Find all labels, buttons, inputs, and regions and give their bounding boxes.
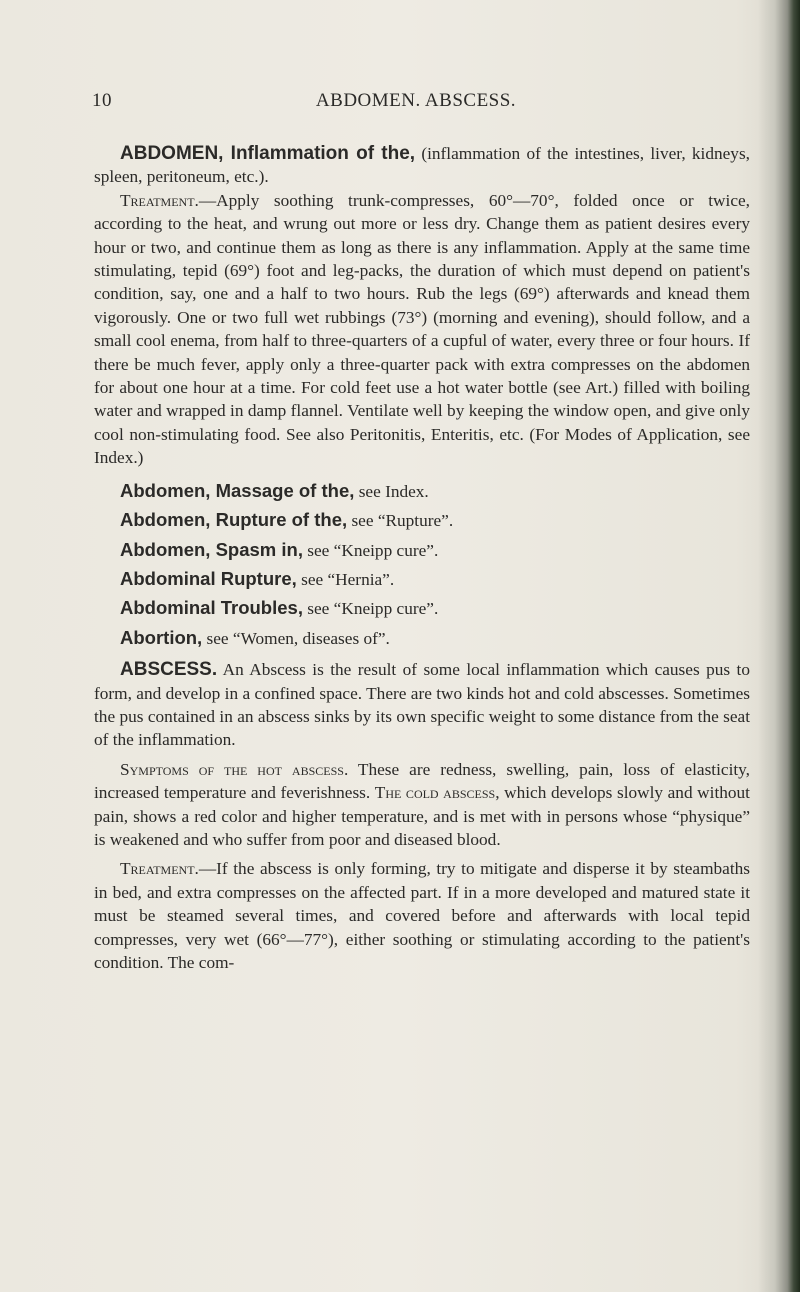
treatment-text: —Apply soothing trunk-compresses, 60°—70°, folded once or twice, according to the heat, and wrung out more or less dry. Change them as patient desires every hour or two, and continue them as long as there is any inflammation. Apply at the same time stimulating, tepid (69°) foot and leg-packs, the duration of which must depend on patient's condition, say, one and a half to two hours. Rub the legs (69°) afterwards and knead them vigorously. One or two full wet rubbings (73°) (morning and evening), should follow, and a small cool enema, from half to three-quarters of a cupful of water, every three or four hours. If there be much fever, apply only a three-quarter pack with extra compresses on the abdomen for about one hour at a time. For cold feet use a hot water bottle (see Art.) filled with boiling water and wrapped in damp flannel. Ventilate well by keeping the window open, and give only cool non-stimulating food. See also Peritonitis, Enteritis, etc. (For Modes of Application, see Index.) (94, 190, 750, 468)
entry-headword: ABSCESS. (120, 659, 218, 681)
cross-ref-text: see “Kneipp cure”. (302, 599, 439, 619)
cross-ref-headword: Abortion, (120, 626, 203, 648)
cross-ref-text: see “Hernia”. (296, 569, 395, 589)
cross-ref-text: see Index. (354, 481, 429, 501)
entry-abdomen-inflammation (94, 142, 750, 189)
treatment-paragraph (94, 189, 750, 470)
cross-ref-text: see “Rupture”. (347, 511, 454, 531)
symptoms-hot-label: Symptoms of the hot abscess. (120, 759, 349, 779)
treatment-label: Treatment. (120, 859, 199, 879)
cross-reference (94, 479, 750, 503)
entry-headword: ABDOMEN, Inflammation of the, (120, 143, 416, 164)
running-title: ABDOMEN. ABSCESS. (315, 90, 517, 111)
symptoms-paragraph (94, 758, 750, 852)
cross-reference (94, 626, 750, 650)
treatment-text: —If the abscess is only forming, try to mitigate and disperse it by steambaths in bed, and extra compresses on the affected part. If in a more developed and matured state it must be steamed several times, and covered before and afterwards with local tepid compresses, very wet (66°—77°), either soothing or stimulating according to the patient's condition. The com- (94, 859, 750, 972)
cross-ref-headword: Abdominal Troubles, (120, 597, 303, 619)
cross-ref-headword: Abdominal Rupture, (120, 567, 297, 589)
symptoms-cold-label: The cold abscess, (374, 783, 500, 803)
page-number: 10 (92, 90, 112, 111)
cross-ref-text: see “Kneipp cure”. (302, 540, 439, 560)
cross-ref-text: see “Women, diseases of”. (202, 628, 390, 648)
cross-ref-headword: Abdomen, Massage of the, (120, 479, 355, 501)
page-edge-shadow (758, 0, 800, 1292)
symptoms-cold-text: which develops slowly and without pain, shows a red color and higher temperature, and is met with in persons whose “physique” is weakened and who suffer from poor and diseased blood. (94, 783, 750, 849)
body-text (94, 142, 750, 974)
treatment-paragraph-abscess (94, 857, 750, 974)
cross-reference (94, 596, 750, 620)
entry-text: An Abscess is the result of some local inflammation which causes pus to form, and develop in a confined space. There are two kinds hot and cold abscesses. Sometimes the pus contained in an abscess sinks by its own specific weight to some distance from the seat of the inflammation. (94, 660, 750, 750)
cross-ref-headword: Abdomen, Spasm in, (120, 538, 303, 560)
cross-ref-headword: Abdomen, Rupture of the, (120, 509, 348, 531)
cross-reference (94, 508, 750, 532)
treatment-label: Treatment. (120, 190, 199, 210)
page-header (92, 90, 740, 114)
entry-text: (inflammation of the intestines, liver, kidneys, spleen, peritoneum, etc.). (94, 144, 750, 187)
symptoms-hot-text: These are redness, swelling, pain, loss of elasticity, increased temperature and feverishness. (94, 759, 751, 803)
cross-reference (94, 567, 750, 591)
cross-reference (94, 538, 750, 562)
entry-abscess (94, 658, 750, 752)
